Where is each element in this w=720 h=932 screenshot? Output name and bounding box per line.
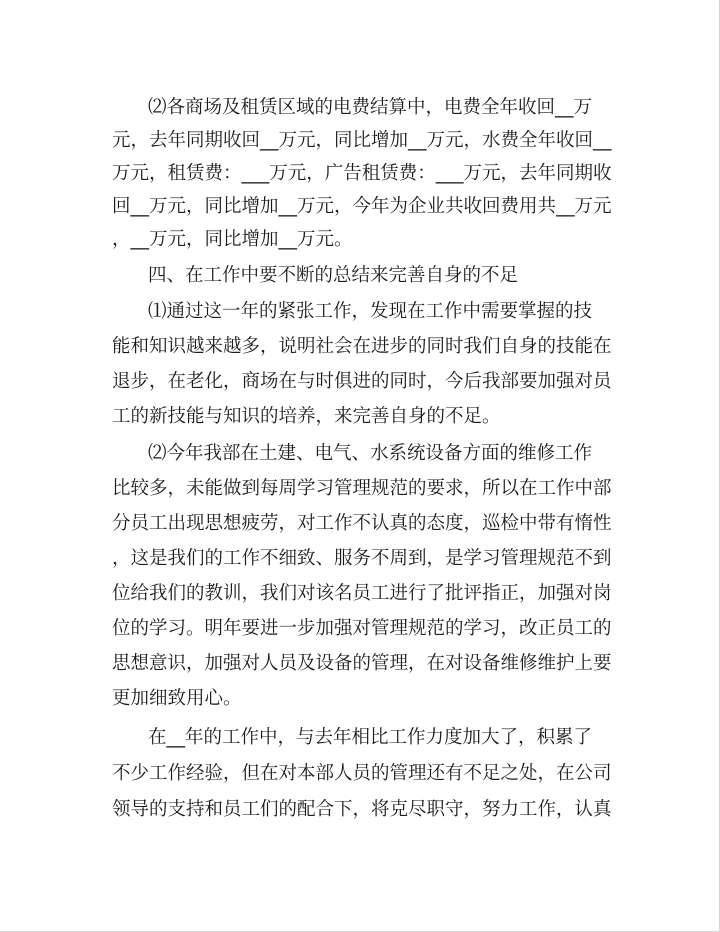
paragraph-line: 思想意识，加强对人员及设备的管理，在对设备维修维护上要 xyxy=(112,653,612,674)
section-heading: 四、在工作中要不断的总结来完善自身的不足 xyxy=(148,265,519,286)
paragraph-line: 更加细致用心。 xyxy=(112,688,242,709)
paragraph-line: 回__万元，同比增加__万元，今年为企业共收回费用共__万元 xyxy=(112,196,612,217)
paragraph-line: ，这是我们的工作不细致、服务不周到，是学习管理规范不到 xyxy=(112,548,612,569)
paragraph-line: ⑵各商场及租赁区域的电费结算中，电费全年收回__万 xyxy=(148,97,593,118)
paragraph-line: 不少工作经验，但在对本部人员的管理还有不足之处，在公司 xyxy=(112,763,612,784)
paragraph-line: 比较多，未能做到每周学习管理规范的要求，所以在工作中部 xyxy=(112,478,612,499)
paragraph-line: ，__万元，同比增加__万元。 xyxy=(112,229,353,250)
paragraph-line: 分员工出现思想疲劳，对工作不认真的态度，巡检中带有惰性 xyxy=(112,513,612,534)
paragraph-line: 位的学习。明年要进一步加强对管理规范的学习，改正员工的 xyxy=(112,618,612,639)
paragraph-line: 能和知识越来越多，说明社会在进步的同时我们自身的技能在 xyxy=(112,336,612,357)
paragraph-line: ⑴通过这一年的紧张工作，发现在工作中需要掌握的技 xyxy=(148,301,593,322)
paragraph-line: ⑵今年我部在土建、电气、水系统设备方面的维修工作 xyxy=(148,443,593,464)
paragraph-line: 工的新技能与知识的培养，来完善自身的不足。 xyxy=(112,406,501,427)
paragraph-line: 在__年的工作中，与去年相比工作力度加大了，积累了 xyxy=(148,727,593,748)
paragraph-line: 领导的支持和员工们的配合下，将克尽职守，努力工作，认真 xyxy=(112,799,612,820)
paragraph-line: 位给我们的教训，我们对该名员工进行了批评指正，加强对岗 xyxy=(112,583,612,604)
paragraph-line: 元，去年同期收回__万元，同比增加__万元，水费全年收回__ xyxy=(112,130,612,151)
paragraph-line: 万元，租赁费：___万元，广告租赁费：___万元，去年同期收 xyxy=(112,163,612,184)
paragraph-line: 退步，在老化，商场在与时俱进的同时，今后我部要加强对员 xyxy=(112,371,612,392)
